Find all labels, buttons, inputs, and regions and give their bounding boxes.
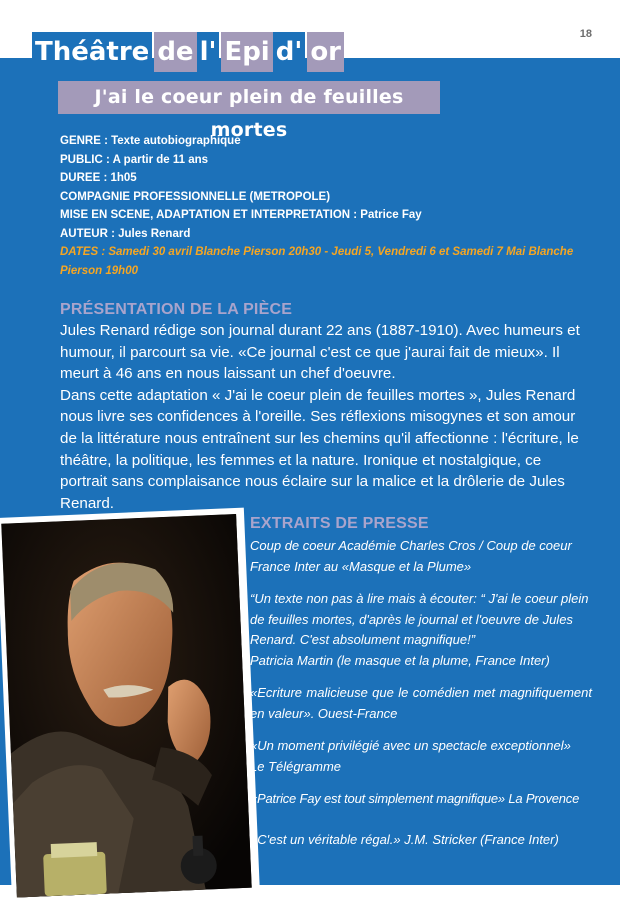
press-heading: EXTRAITS DE PRESSE (250, 515, 429, 532)
press-quote (250, 589, 592, 671)
brand-word: d' (273, 32, 306, 72)
press-quote: «C'est un véritable régal.» J.M. Stricker (France Inter) (250, 831, 559, 847)
brand-word: Théâtre (32, 32, 152, 72)
info-dates: DATES : Samedi 30 avril Blanche Pierson 20h30 - Jeudi 5, Vendredi 6 et Samedi 7 Mai Blanche Pierson 19h00 (60, 246, 574, 277)
info-genre: GENRE : Texte autobiographique (60, 135, 241, 147)
press-quote: «Ecriture malicieuse que le comédien met magnifiquement en valeur». Ouest-France (250, 685, 592, 721)
show-info (60, 132, 600, 280)
quote-source: Patricia Martin (le masque et la plume, France Inter) (250, 652, 550, 668)
presentation-heading: PRÉSENTATION DE LA PIÈCE (60, 301, 293, 318)
brand-word: de (154, 32, 196, 72)
press-quote (250, 736, 592, 777)
info-compagnie: COMPAGNIE PROFESSIONNELLE (METROPOLE) (60, 190, 331, 203)
presentation-paragraph: Dans cette adaptation « J'ai le coeur plein de feuilles mortes », Jules Renard nous livre ses confidences à l'oreille. Ses réflexions misogynes et son amour de la littérature nous entraînent sur les chemins qu'il affectionne : l'écriture, le théâtre, la politique, les femmes et la nature. Ironique et nostalgique, ce portrait sans complaisance nous éclaire sur la malice et la drôlerie de Jules Renard. (60, 386, 579, 512)
brand-word: Epi (221, 32, 272, 72)
presentation-text (60, 320, 592, 514)
theatre-logo (32, 24, 344, 72)
quote-source: Le Télégramme (250, 758, 342, 774)
quote-text: «Un moment privilégié avec un spectacle exceptionnel» (250, 738, 571, 753)
quote-text: “Un texte non pas à lire mais à écouter: “ J'ai le coeur plein de feuilles mortes, d'après le journal et l'oeuvre de Jules Renard. C'est absolument magnifique!” (250, 591, 589, 647)
info-auteur: AUTEUR : Jules Renard (60, 227, 191, 240)
press-quote: «Patrice Fay est tout simplement magnifique» La Provence (250, 791, 580, 806)
press-quotes (250, 536, 592, 862)
show-title: J'ai le coeur plein de feuilles mortes (58, 81, 440, 114)
brand-word: l' (197, 32, 220, 72)
info-mise-en-scene: MISE EN SCENE, ADAPTATION ET INTERPRETATION : Patrice Fay (60, 209, 422, 221)
actor-photo (0, 508, 260, 898)
actor-photo-image (1, 514, 251, 898)
presentation-paragraph: Jules Renard rédige son journal durant 22 ans (1887-1910). Avec humeurs et humour, il parcourt sa vie. «Ce journal c'est ce que j'aurai fait de mieux». Il meurt à 46 ans en nous laissant un chef d'oeuvre. (60, 322, 580, 383)
info-duree: DUREE : 1h05 (60, 172, 137, 184)
info-public: PUBLIC : A partir de 11 ans (60, 153, 209, 166)
press-quote: Coup de coeur Académie Charles Cros / Coup de coeur France Inter au «Masque et la Plume» (250, 538, 572, 574)
brand-word: or (307, 32, 344, 72)
page-number: 18 (579, 28, 592, 40)
